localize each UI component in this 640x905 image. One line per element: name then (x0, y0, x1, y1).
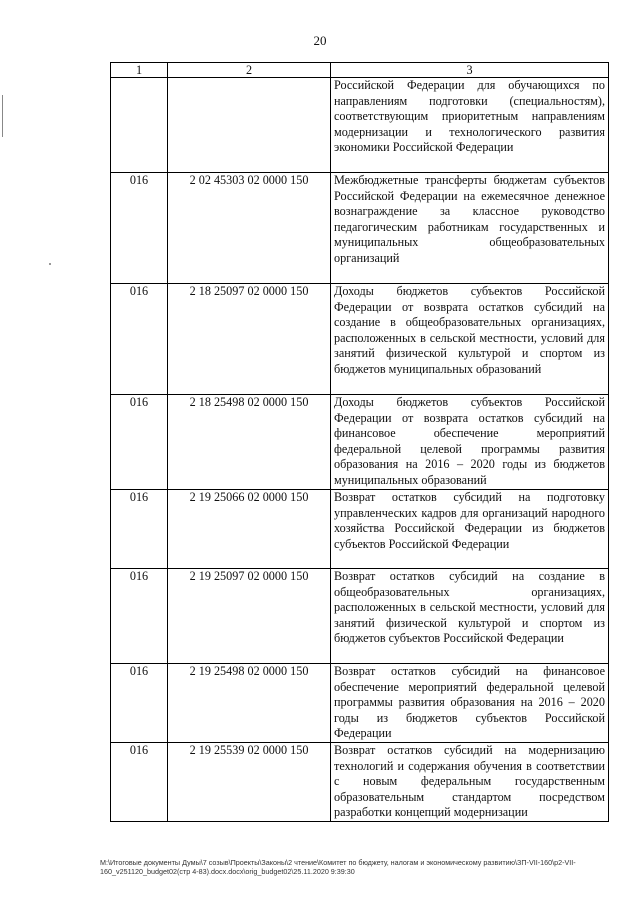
budget-code-cell: 2 19 25097 02 0000 150 (168, 569, 331, 664)
description-cell: Возврат остатков субсидий на модернизацию технологий и содержания обучения в соответствии с новым федеральным государственным образовательным стандартом посредством разработки концепций модернизации (331, 743, 609, 822)
description-cell: Доходы бюджетов субъектов Российской Федерации от возврата остатков субсидий на финансовое обеспечение мероприятий федеральной целевой программы развития образования на 2016 – 2020 годы из бюджетов муниципальных образований (331, 395, 609, 490)
scan-artifact-dot (49, 263, 51, 265)
header-col-3: 3 (331, 63, 609, 78)
document-file-path: M:\Итоговые документы Думы\7 созыв\Проекты\Законы\2 чтение\Комитет по бюджету, налогам и экономическому развитию\ЗП-VII-160\p2-VII-160_v251120_budget02(стр 4-83).docx.docx\orig_budget02\25.11.2020 9:39:30 (100, 858, 576, 876)
description-cell: Возврат остатков субсидий на финансовое обеспечение мероприятий федеральной целевой программы развития образования на 2016 – 2020 годы из бюджетов субъектов Российской Федерации (331, 664, 609, 743)
scan-artifact-line (2, 95, 3, 137)
budget-code-cell (168, 78, 331, 173)
table-row (111, 664, 609, 743)
table-row (111, 78, 609, 173)
description-cell: Возврат остатков субсидий на подготовку управленческих кадров для организаций народного хозяйства Российской Федерации из бюджетов субъектов Российской Федерации (331, 490, 609, 569)
admin-code-cell: 016 (111, 395, 168, 490)
admin-code-cell: 016 (111, 664, 168, 743)
description-cell: Доходы бюджетов субъектов Российской Федерации от возврата остатков субсидий на создание в общеобразовательных организациях, расположенных в сельской местности, условий для занятий физической культурой и спортом из бюджетов муниципальных образований (331, 284, 609, 395)
table-row (111, 743, 609, 822)
description-cell: Российской Федерации для обучающихся по направлениям подготовки (специальностям), соответствующим приоритетным направлениям модернизации и технологического развития экономики Российской Федерации (331, 78, 609, 173)
header-col-1: 1 (111, 63, 168, 78)
table-row (111, 173, 609, 284)
table-header-row (111, 63, 609, 78)
header-col-2: 2 (168, 63, 331, 78)
admin-code-cell: 016 (111, 490, 168, 569)
description-cell: Межбюджетные трансферты бюджетам субъектов Российской Федерации на ежемесячное денежное вознаграждение за классное руководство педагогическим работникам государственных и муниципальных общеобразовательных организаций (331, 173, 609, 284)
table-row (111, 490, 609, 569)
page-number: 20 (313, 33, 327, 48)
budget-code-cell: 2 18 25097 02 0000 150 (168, 284, 331, 395)
budget-codes-table (110, 62, 609, 822)
table-row (111, 569, 609, 664)
admin-code-cell: 016 (111, 569, 168, 664)
table-row (111, 395, 609, 490)
admin-code-cell: 016 (111, 173, 168, 284)
admin-code-cell: 016 (111, 743, 168, 822)
budget-code-cell: 2 02 45303 02 0000 150 (168, 173, 331, 284)
admin-code-cell: 016 (111, 284, 168, 395)
admin-code-cell (111, 78, 168, 173)
budget-code-cell: 2 19 25066 02 0000 150 (168, 490, 331, 569)
budget-code-cell: 2 19 25498 02 0000 150 (168, 664, 331, 743)
table-row (111, 284, 609, 395)
description-cell: Возврат остатков субсидий на создание в общеобразовательных организациях, расположенных в сельской местности, условий для занятий физической культурой и спортом из бюджетов субъектов Российской Федерации (331, 569, 609, 664)
budget-code-cell: 2 19 25539 02 0000 150 (168, 743, 331, 822)
budget-code-cell: 2 18 25498 02 0000 150 (168, 395, 331, 490)
